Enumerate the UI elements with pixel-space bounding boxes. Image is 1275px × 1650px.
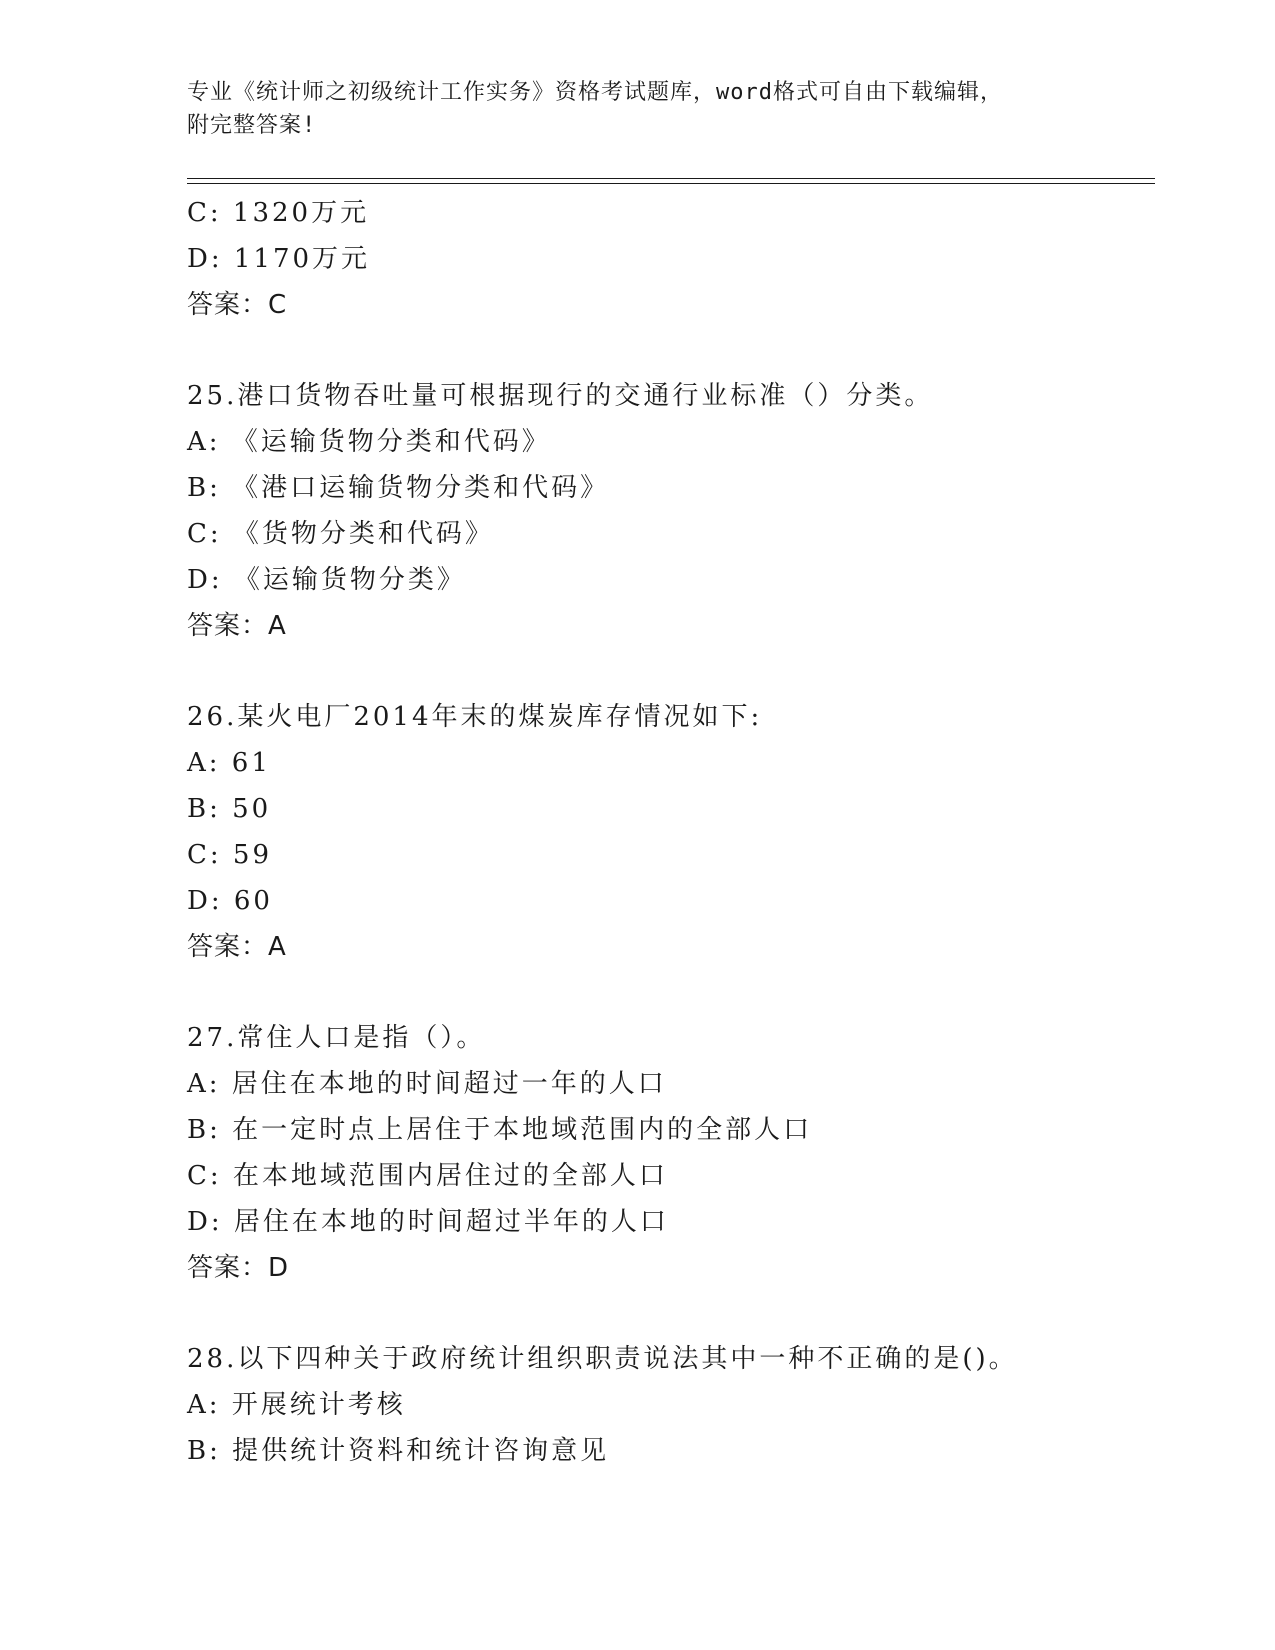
option-c: C: 在本地域范围内居住过的全部人口 (187, 1161, 668, 1191)
option-b: B: 在一定时点上居住于本地域范围内的全部人口 (187, 1115, 813, 1145)
page-header (187, 76, 1087, 142)
option-d: D: 1170万元 (187, 244, 371, 274)
question-stem: 28.以下四种关于政府统计组织职责说法其中一种不正确的是()。 (187, 1344, 1018, 1374)
option-b: B: 50 (187, 794, 272, 824)
option-a: A: 开展统计考核 (187, 1390, 406, 1420)
option-b: B: 提供统计资料和统计咨询意见 (187, 1436, 610, 1466)
option-d: D: 居住在本地的时间超过半年的人口 (187, 1207, 669, 1237)
question-25 (187, 373, 1167, 649)
option-a: A: 《运输货物分类和代码》 (187, 427, 551, 457)
question-28 (187, 1336, 1167, 1474)
question-content (187, 190, 1167, 1474)
answer-line: 答案：A (187, 932, 287, 962)
option-a: A: 61 (187, 748, 271, 778)
answer-line: 答案：D (187, 1253, 290, 1283)
question-stem: 25.港口货物吞吐量可根据现行的交通行业标准（）分类。 (187, 381, 934, 411)
option-d: D: 《运输货物分类》 (187, 565, 466, 595)
question-stem: 26.某火电厂2014年末的煤炭库存情况如下: (187, 702, 763, 732)
option-d: D: 60 (187, 886, 273, 916)
option-c: C: 《货物分类和代码》 (187, 519, 494, 549)
question-27 (187, 1015, 1167, 1291)
question-26 (187, 694, 1167, 970)
header-line-2: 附完整答案! (187, 113, 317, 138)
option-a: A: 居住在本地的时间超过一年的人口 (187, 1069, 667, 1099)
answer-line: 答案：C (187, 290, 288, 320)
option-c: C: 59 (187, 840, 273, 870)
header-rule-bottom (187, 183, 1155, 184)
question-stem: 27.常住人口是指（）。 (187, 1023, 486, 1053)
option-b: B: 《港口运输货物分类和代码》 (187, 473, 610, 503)
header-line-1: 专业《统计师之初级统计工作实务》资格考试题库，word格式可自由下载编辑， (187, 80, 1003, 105)
header-rule-top (187, 178, 1155, 179)
answer-line: 答案：A (187, 611, 287, 641)
option-c: C: 1320万元 (187, 198, 370, 228)
